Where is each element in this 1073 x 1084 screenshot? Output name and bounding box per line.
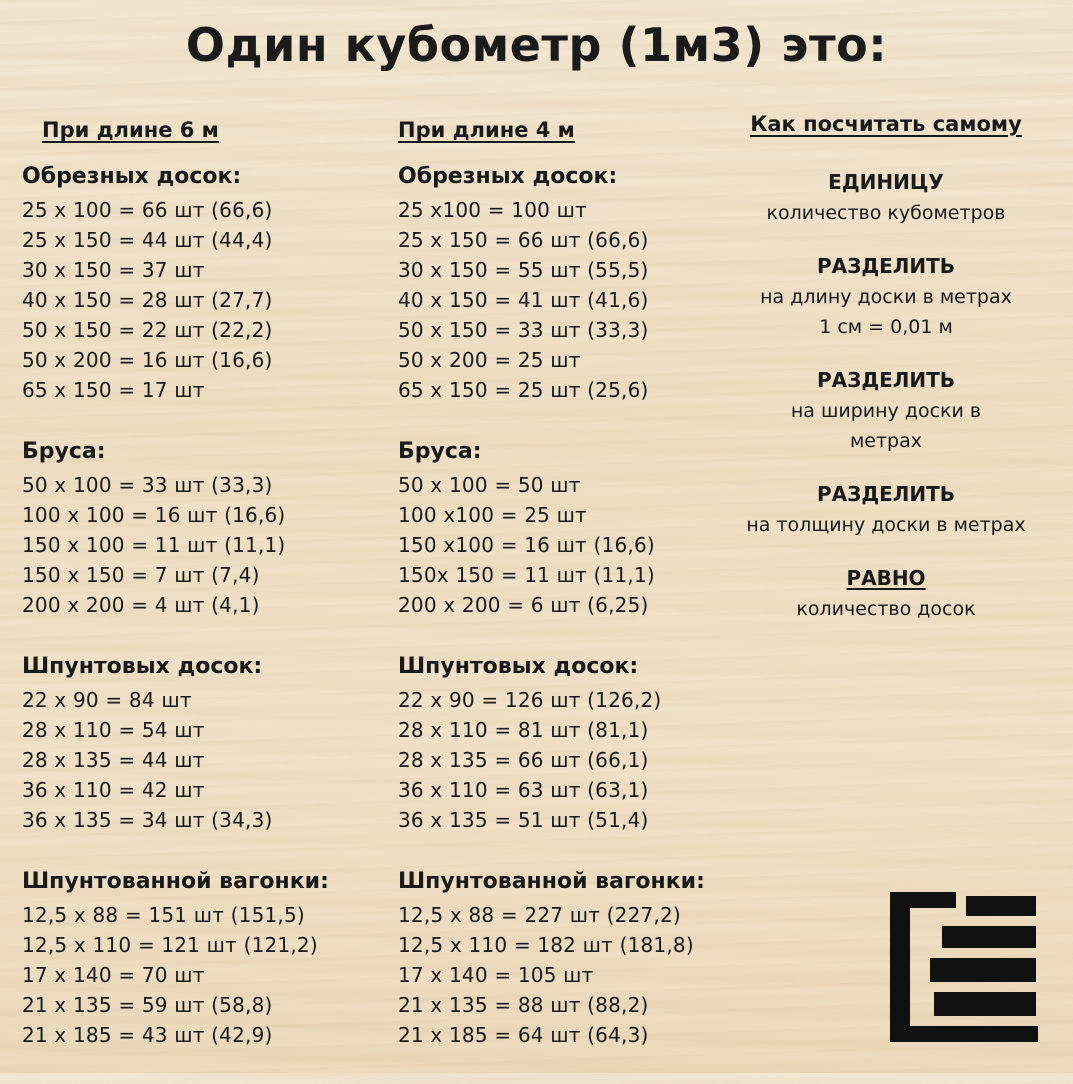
step-text: на длину доски в метрах — [760, 286, 1012, 308]
list-item: 25 x 150 = 66 шт (66,6) — [398, 228, 649, 252]
step-heading: РАВНО — [846, 566, 926, 590]
list-item: 100 x100 = 25 шт — [398, 503, 587, 527]
section-heading: Обрезных досок: — [22, 164, 242, 189]
section-heading: Бруса: — [398, 439, 482, 464]
list-item: 150 x100 = 16 шт (16,6) — [398, 533, 655, 557]
column-how-to-calculate — [700, 112, 1072, 624]
list-item: 50 x 200 = 16 шт (16,6) — [22, 348, 273, 372]
section-heading: Шпунтовых досок: — [398, 654, 639, 679]
column-header-6m: При длине 6 м — [42, 118, 219, 142]
step-divide-width — [700, 368, 1072, 456]
list-item: 21 x 135 = 59 шт (58,8) — [22, 993, 273, 1017]
section-lining-4m — [398, 869, 768, 1050]
list-item: 28 x 135 = 66 шт (66,1) — [398, 748, 649, 772]
section-lining-6m — [22, 869, 392, 1050]
list-item: 36 x 135 = 34 шт (34,3) — [22, 808, 273, 832]
section-heading: Шпунтованной вагонки: — [398, 869, 705, 894]
list-item: 21 x 185 = 64 шт (64,3) — [398, 1023, 649, 1047]
column-header-4m: При длине 4 м — [398, 118, 575, 142]
section-heading: Шпунтовых досок: — [22, 654, 263, 679]
list-item: 100 x 100 = 16 шт (16,6) — [22, 503, 286, 527]
list-item: 25 x 150 = 44 шт (44,4) — [22, 228, 273, 252]
list-item: 28 x 110 = 54 шт — [22, 718, 205, 742]
list-item: 12,5 x 110 = 121 шт (121,2) — [22, 933, 318, 957]
step-unit — [700, 170, 1072, 228]
list-item: 150 x 150 = 7 шт (7,4) — [22, 563, 260, 587]
list-item: 22 x 90 = 84 шт — [22, 688, 192, 712]
list-item: 12,5 x 88 = 151 шт (151,5) — [22, 903, 305, 927]
list-item: 12,5 x 110 = 182 шт (181,8) — [398, 933, 694, 957]
column-length-6m — [22, 118, 392, 1084]
section-heading: Обрезных досок: — [398, 164, 618, 189]
list-item: 150x 150 = 11 шт (11,1) — [398, 563, 655, 587]
list-item: 28 x 135 = 44 шт — [22, 748, 205, 772]
list-item: 200 x 200 = 6 шт (6,25) — [398, 593, 649, 617]
list-item: 22 x 90 = 126 шт (126,2) — [398, 688, 662, 712]
step-text: количество досок — [796, 598, 976, 620]
list-item: 12,5 x 88 = 227 шт (227,2) — [398, 903, 681, 927]
step-text: количество кубометров — [766, 202, 1006, 224]
list-item: 50 x 100 = 33 шт (33,3) — [22, 473, 273, 497]
list-item: 40 x 150 = 28 шт (27,7) — [22, 288, 273, 312]
list-item: 30 x 150 = 37 шт — [22, 258, 205, 282]
column-header-calc: Как посчитать самому — [750, 112, 1022, 136]
list-item: 200 x 200 = 4 шт (4,1) — [22, 593, 260, 617]
step-heading: ЕДИНИЦУ — [828, 170, 944, 194]
list-item: 50 x 150 = 22 шт (22,2) — [22, 318, 273, 342]
list-item: 25 x100 = 100 шт — [398, 198, 587, 222]
list-item: 65 x 150 = 25 шт (25,6) — [398, 378, 649, 402]
section-beams-6m — [22, 439, 392, 620]
list-item: 36 x 110 = 63 шт (63,1) — [398, 778, 649, 802]
step-heading: РАЗДЕЛИТЬ — [816, 254, 956, 278]
list-item: 50 x 150 = 33 шт (33,3) — [398, 318, 649, 342]
list-item: 50 x 100 = 50 шт — [398, 473, 581, 497]
list-item: 17 x 140 = 105 шт — [398, 963, 594, 987]
step-text-note: 1 см = 0,01 м — [819, 316, 953, 338]
section-tongue-groove-6m — [22, 654, 392, 835]
step-text: на ширину доски в метрах — [790, 400, 982, 452]
step-divide-thickness — [700, 482, 1072, 540]
section-tongue-groove-4m — [398, 654, 768, 835]
list-item: 21 x 185 = 43 шт (42,9) — [22, 1023, 273, 1047]
list-item: 28 x 110 = 81 шт (81,1) — [398, 718, 649, 742]
list-item: 17 x 140 = 70 шт — [22, 963, 205, 987]
step-divide-length — [700, 254, 1072, 342]
list-item: 36 x 110 = 42 шт — [22, 778, 205, 802]
list-item: 50 x 200 = 25 шт — [398, 348, 581, 372]
section-heading: Шпунтованной вагонки: — [22, 869, 329, 894]
list-item: 65 x 150 = 17 шт — [22, 378, 205, 402]
list-item: 21 x 135 = 88 шт (88,2) — [398, 993, 649, 1017]
list-item: 36 x 135 = 51 шт (51,4) — [398, 808, 649, 832]
list-item: 25 x 100 = 66 шт (66,6) — [22, 198, 273, 222]
step-heading: РАЗДЕЛИТЬ — [816, 482, 956, 506]
step-heading: РАЗДЕЛИТЬ — [816, 368, 956, 392]
section-edged-boards-6m — [22, 164, 392, 405]
list-item: 30 x 150 = 55 шт (55,5) — [398, 258, 649, 282]
list-item: 150 x 100 = 11 шт (11,1) — [22, 533, 286, 557]
list-item: 40 x 150 = 41 шт (41,6) — [398, 288, 649, 312]
stacked-boards-logo-icon — [890, 892, 1040, 1042]
page-title: Один кубометр (1м3) это: — [185, 18, 888, 72]
step-text: на толщину доски в метрах — [746, 514, 1026, 536]
step-equals — [700, 566, 1072, 624]
section-heading: Бруса: — [22, 439, 106, 464]
